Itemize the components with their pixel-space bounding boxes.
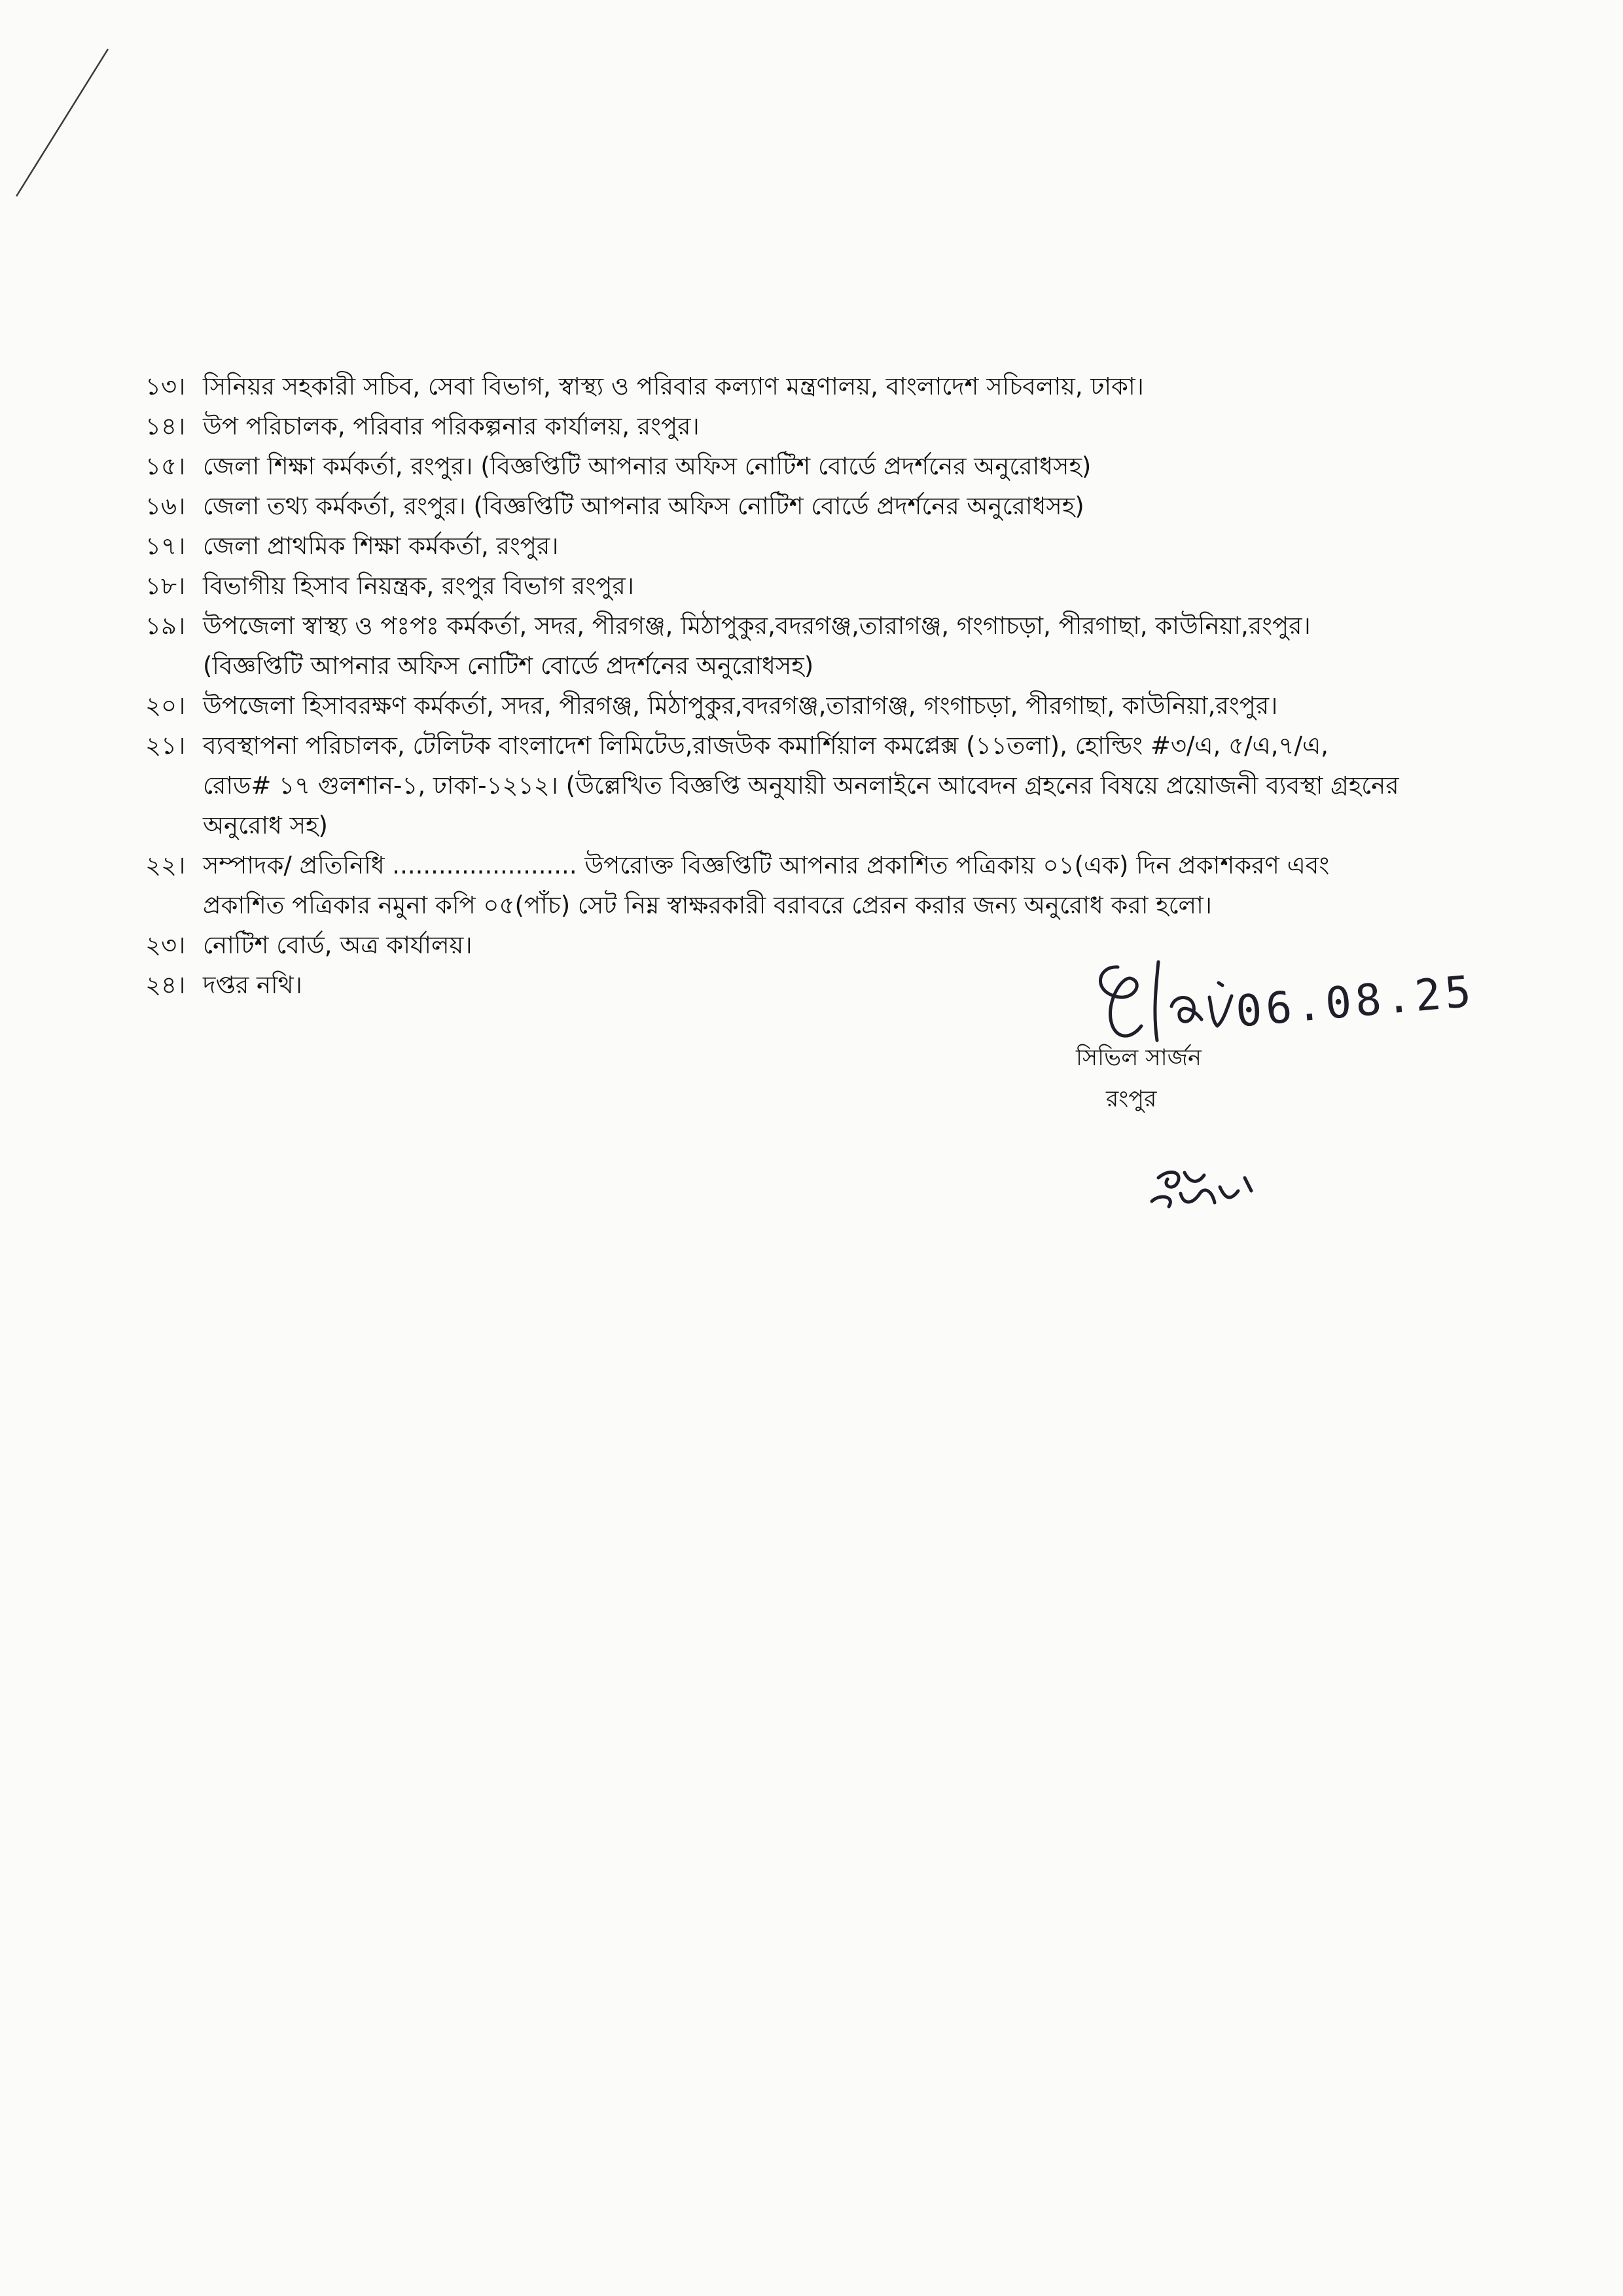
signatory-district: রংপুর (1106, 1086, 1157, 1112)
signature-block (1060, 942, 1518, 1217)
list-item (145, 845, 1533, 885)
item-number: ১৬। (145, 492, 186, 520)
list-item (145, 366, 1533, 406)
item-number: ১৫। (145, 452, 186, 480)
item-number: ১৪। (145, 412, 186, 440)
item-number: ২২। (145, 851, 186, 879)
item-number: ২৪। (145, 971, 186, 999)
signatory-designation: সিভিল সার্জন (1076, 1045, 1202, 1071)
item-continuation-line: অনুরোধ সহ) (203, 811, 328, 839)
list-item (145, 566, 1533, 606)
item-text: নোটিশ বোর্ড, অত্র কার্যালয়। (203, 931, 473, 959)
list-item (145, 686, 1533, 726)
item-text: দপ্তর নথি। (203, 971, 302, 999)
item-text: জেলা তথ্য কর্মকর্তা, রংপুর। (বিজ্ঞপ্তিটি আপনার অফিস নোটিশ বোর্ডে প্রদর্শনের অনুরোধসহ) (203, 492, 1084, 520)
item-number: ১৮। (145, 572, 186, 600)
list-item (145, 726, 1533, 766)
item-number: ২১। (145, 732, 186, 760)
item-text: উপজেলা হিসাবরক্ষণ কর্মকর্তা, সদর, পীরগঞ্জ, মিঠাপুকুর,বদরগঞ্জ,তারাগঞ্জ, গংগাচড়া, পীরগাছা, কাউনিয়া,রংপুর। (203, 692, 1278, 720)
list-item (145, 406, 1533, 446)
item-text: উপ পরিচালক, পরিবার পরিকল্পনার কার্যালয়, রংপুর। (203, 412, 700, 440)
item-text: সম্পাদক/ প্রতিনিধি ........................ উপরোক্ত বিজ্ঞপ্তিটি আপনার প্রকাশিত পত্রিকায় ০১(এক) দিন প্রকাশকরণ এবং (203, 851, 1330, 879)
item-continuation-line: (বিজ্ঞপ্তিটি আপনার অফিস নোটিশ বোর্ডে প্রদর্শনের অনুরোধসহ) (203, 652, 814, 680)
item-continuation-line: প্রকাশিত পত্রিকার নমুনা কপি ০৫(পাঁচ) সেট নিম্ন স্বাক্ষরকারী বরাবরে প্রেরন করার জন্য অনুরোধ করা হলো। (203, 891, 1213, 919)
list-item (145, 486, 1533, 526)
list-item (145, 526, 1533, 566)
item-text: জেলা শিক্ষা কর্মকর্তা, রংপুর। (বিজ্ঞপ্তিটি আপনার অফিস নোটিশ বোর্ডে প্রদর্শনের অনুরোধসহ) (203, 452, 1092, 480)
item-number: ১৭। (145, 532, 186, 560)
paper-fold-mark (0, 0, 144, 209)
item-text: সিনিয়র সহকারী সচিব, সেবা বিভাগ, স্বাস্থ্য ও পরিবার কল্যাণ মন্ত্রণালয়, বাংলাদেশ সচিবলায়, ঢাকা। (203, 372, 1144, 400)
item-number: ২০। (145, 692, 186, 720)
item-number: ১৯। (145, 612, 186, 640)
item-text: উপজেলা স্বাস্থ্য ও পঃপঃ কর্মকর্তা, সদর, পীরগঞ্জ, মিঠাপুকুর,বদরগঞ্জ,তারাগঞ্জ, গংগাচড়া, পীরগাছা, কাউনিয়া,রংপুর। (203, 612, 1311, 640)
item-number: ১৩। (145, 372, 186, 400)
signature-date: 06.08.25 (1234, 966, 1477, 1037)
list-item (145, 446, 1533, 486)
item-text: ব্যবস্থাপনা পরিচালক, টেলিটক বাংলাদেশ লিমিটেড,রাজউক কমার্শিয়াল কমপ্লেক্স (১১তলা), হোল্ডিং #৩/এ, ৫/এ,৭/এ, (203, 732, 1329, 760)
distribution-list (145, 366, 1533, 1005)
item-number: ২৩। (145, 931, 186, 959)
item-text: জেলা প্রাথমিক শিক্ষা কর্মকর্তা, রংপুর। (203, 532, 559, 560)
item-text: বিভাগীয় হিসাব নিয়ন্ত্রক, রংপুর বিভাগ রংপুর। (203, 572, 634, 600)
item-continuation-line: রোড# ১৭ গুলশান-১, ঢাকা-১২১২। (উল্লেখিত বিজ্ঞপ্তি অনুযায়ী অনলাইনে আবেদন গ্রহনের বিষয়ে প্রয়োজনী ব্যবস্থা গ্রহনের (203, 771, 1399, 800)
list-item (145, 606, 1533, 646)
